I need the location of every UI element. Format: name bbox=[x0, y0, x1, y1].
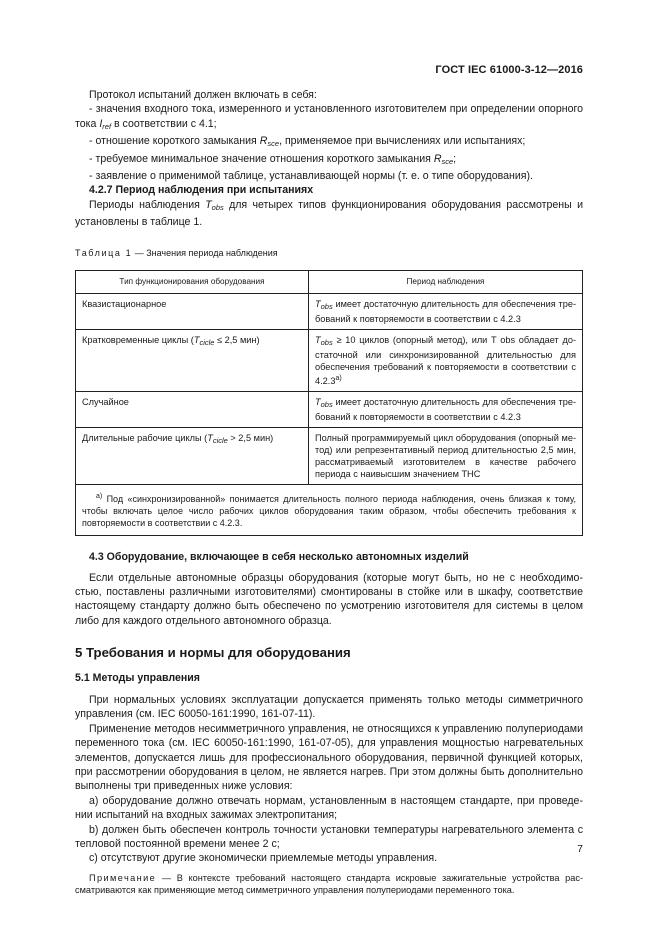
symbol-subscript: sce bbox=[267, 139, 280, 149]
symbol-subscript: obs bbox=[320, 400, 333, 410]
footnote-ref: а) bbox=[335, 375, 342, 383]
symbol-subscript: ref bbox=[102, 121, 112, 131]
symbol: T bbox=[315, 335, 321, 346]
observation-period-table bbox=[75, 270, 583, 536]
cell-text: Длительные рабочие циклы ( bbox=[82, 433, 208, 444]
section-heading-4-2-7: 4.2.7 Период наблюдения при испытаниях bbox=[89, 184, 314, 197]
note bbox=[75, 872, 583, 897]
symbol-subscript: obs bbox=[320, 302, 333, 312]
protocol-item-text: - заявление о применимой таблице, устанавливающей нормы (т. е. о типе оборудования). bbox=[89, 170, 533, 183]
paragraph-text: для четырех типов функционирования оборудования рассмотрены и установлены в таблице 1. bbox=[75, 198, 583, 229]
symbol: T bbox=[315, 397, 321, 408]
symbol: R bbox=[433, 152, 442, 165]
protocol-item-text: - значения входного тока, измеренного и установленного изготовителем при определении опорного тока bbox=[75, 103, 583, 130]
cell-text: Случайное bbox=[82, 397, 129, 408]
equipment-type-cell bbox=[76, 428, 309, 485]
protocol-item bbox=[75, 134, 583, 151]
table-caption bbox=[75, 246, 583, 260]
cell-text: Квазистационарное bbox=[82, 299, 167, 310]
table-row bbox=[76, 330, 583, 392]
cell-text: имеет достаточную длительность для обеспечения требований к повторяемости в соответствии с 4.2.3 bbox=[315, 397, 576, 423]
page-number: 7 bbox=[577, 843, 583, 855]
symbol-subscript: cicle bbox=[212, 436, 228, 446]
table-caption-label: Таблица 1 bbox=[75, 247, 133, 258]
section-5-1-paragraph: При нормальных условиях эксплуатации допускается применять только методы симметричного управления (см. IEC 60050-161:1990, 161-07-11). bbox=[75, 693, 583, 721]
symbol: T bbox=[193, 335, 200, 346]
section-5-1-paragraph: Применение методов несимметричного управления, не относящихся к управлению полупериодами переменного тока (см. IEC 60050-161:1990, 161-07-05), для управления мощностью нагревательных элементов, допускается лишь для профессионального оборудования, первичной функцией которых, при рассмотрении оборудования в целом, не является нагрев. При этом должны быть дополнительно выполнены три приведенных ниже условия: bbox=[75, 722, 583, 793]
column-header: Период наблюдения bbox=[309, 271, 583, 294]
table-header-row bbox=[76, 271, 583, 294]
protocol-item-text: - отношение короткого замыкания bbox=[89, 135, 260, 148]
protocol-item bbox=[75, 102, 583, 134]
observation-period-cell bbox=[309, 330, 583, 392]
standard-code: ГОСТ IEC 61000-3-12—2016 bbox=[435, 64, 583, 76]
equipment-type-cell bbox=[76, 392, 309, 428]
protocol-item-text: ; bbox=[453, 152, 457, 165]
table-footnote-row bbox=[76, 485, 583, 536]
symbol-subscript: obs bbox=[320, 338, 333, 348]
protocol-item-text: - требуемое минимальное значение отношения короткого замыкания bbox=[89, 152, 434, 165]
table-footnote bbox=[76, 485, 583, 536]
equipment-type-cell bbox=[76, 330, 309, 392]
cell-text: Кратковременные циклы ( bbox=[82, 335, 194, 346]
cell-text: Полный программируемый цикл оборудования (опорный метод) или репрезентативный период длительностью 2,5 мин, рассматриваемый изготовителем в качестве рабочего периода с наивысшим значением THC bbox=[315, 433, 576, 480]
section-heading-5: 5 Требования и нормы для оборудования bbox=[75, 645, 351, 661]
paragraph-text: Периоды наблюдения bbox=[89, 198, 206, 211]
symbol: R bbox=[259, 135, 268, 148]
footnote-mark: а) bbox=[96, 493, 103, 501]
observation-period-cell bbox=[309, 428, 583, 485]
symbol: I bbox=[99, 117, 103, 130]
symbol-subscript: cicle bbox=[199, 338, 215, 348]
cell-text: имеет достаточную длительность для обеспечения требований к повторяемости в соответствии с 4.2.3 bbox=[315, 299, 576, 325]
symbol-subscript: obs bbox=[211, 202, 224, 212]
page-content bbox=[75, 88, 583, 897]
section-4-2-7-text bbox=[75, 198, 583, 230]
cell-text: > 2,5 мин) bbox=[227, 433, 274, 444]
symbol: T bbox=[207, 433, 213, 444]
cell-text: ≤ 2,5 мин) bbox=[214, 335, 260, 346]
note-label: Примечание bbox=[89, 872, 157, 883]
condition-item: b) должен быть обеспечен контроль точности установки температуры нагревательного элемента с тепловой постоянной времени менее 2 с; bbox=[75, 823, 583, 851]
footnote-text: Под «синхронизированной» понимается длительность полного периода наблюдения, очень близкая к тому, чтобы включать целое число рабочих циклов оборудования таким образом, чтобы обеспечить требования к повторяемости в соответствии с 4.2.3. bbox=[82, 494, 576, 529]
section-heading-4-3: 4.3 Оборудование, включающее в себя несколько автономных изделий bbox=[89, 551, 469, 564]
protocol-item-text: , применяемое при вычислениях или испытаниях; bbox=[279, 135, 526, 148]
protocol-item bbox=[75, 169, 583, 183]
observation-period-cell bbox=[309, 294, 583, 330]
condition-item: a) оборудование должно отвечать нормам, установленным в настоящем стандарте, при проведении испытаний на входных зажимах электропитания; bbox=[75, 794, 583, 822]
table-row bbox=[76, 294, 583, 330]
column-header: Тип функционирования оборудования bbox=[76, 271, 309, 294]
symbol: T bbox=[205, 198, 212, 211]
table-caption-text: — Значения периода наблюдения bbox=[132, 247, 278, 258]
protocol-item bbox=[75, 152, 583, 169]
table-row bbox=[76, 428, 583, 485]
protocol-item-text: в соответствии с 4.1; bbox=[111, 117, 217, 130]
condition-item: c) отсутствуют другие экономически приемлемые методы управления. bbox=[89, 852, 438, 865]
section-4-3-text: Если отдельные автономные образцы оборудования (которые могут быть, но не с необходимостью, поставлены различными изготовителями) смонтированы в стойке или в шкафу, соответствие настоящему стандарту должно быть обеспечено по усмотрению изготовителя для системы в целом либо для каждого отдельного автономного образца. bbox=[75, 571, 583, 627]
equipment-type-cell bbox=[76, 294, 309, 330]
symbol: T bbox=[315, 299, 321, 310]
protocol-intro: Протокол испытаний должен включать в себя: bbox=[89, 89, 317, 101]
note-text: — В контексте требований настоящего стандарта искровые зажигательные устройства рассматриваются как применяющие метод симметричного управления полупериодами переменного тока. bbox=[75, 872, 583, 896]
cell-text: ≥ 10 циклов (опорный метод), или T obs обладает достаточной или синхронизированной длительностью для обеспечения требований к повторяемости в соответствии с 4.2.3 bbox=[315, 335, 576, 387]
symbol-subscript: sce bbox=[441, 156, 454, 166]
section-heading-5-1: 5.1 Методы управления bbox=[75, 671, 200, 684]
table-row bbox=[76, 392, 583, 428]
observation-period-cell bbox=[309, 392, 583, 428]
